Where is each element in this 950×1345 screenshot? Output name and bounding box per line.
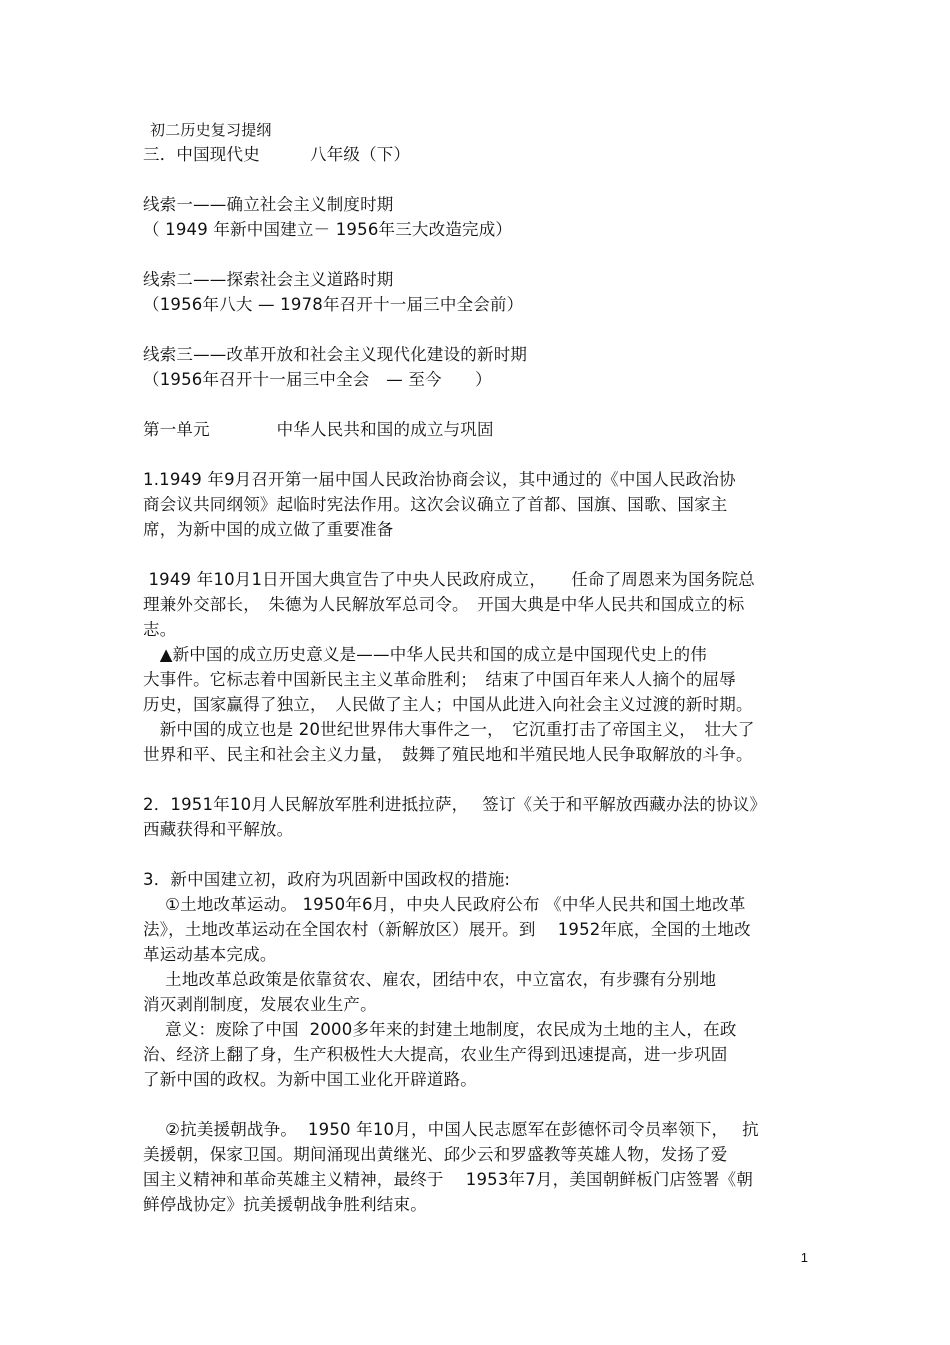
section-1b-line: 新中国的成立也是 20世纪世界伟大事件之一， 它沉重打击了帝国主义， 壮大了 [143, 720, 755, 739]
section-3-line: 意义：废除了中国 2000多年来的封建土地制度，农民成为土地的主人，在政 [143, 1020, 737, 1039]
clue-3-period: （1956年召开十一届三中全会 — 至今 ） [143, 370, 492, 389]
section-3-line: 革运动基本完成。 [143, 945, 277, 964]
section-4-line: 国主义精神和革命英雄主义精神，最终于 1953年7月，美国朝鲜板门店签署《朝 [143, 1170, 754, 1189]
section-3-line: 土地改革总政策是依靠贫农、雇农，团结中农，中立富农，有步骤有分别地 [143, 970, 717, 989]
clue-1-title: 线索一——确立社会主义制度时期 [143, 195, 394, 214]
unit-title: 第一单元 中华人民共和国的成立与巩固 [143, 420, 494, 439]
section-3-line: 3．新中国建立初，政府为巩固新中国政权的措施: [143, 870, 511, 889]
clue-2-title: 线索二——探索社会主义道路时期 [143, 270, 394, 289]
page-number: 1 [800, 1250, 808, 1265]
section-4-line: 鲜停战协定》抗美援朝战争胜利结束。 [143, 1195, 427, 1214]
section-1b-line: 世界和平、民主和社会主义力量， 鼓舞了殖民地和半殖民地人民争取解放的斗争。 [143, 745, 753, 764]
clue-3-title: 线索三——改革开放和社会主义现代化建设的新时期 [143, 345, 528, 364]
section-1b-line: 大事件。它标志着中国新民主主义革命胜利； 结束了中国百年来人人摘个的屈辱 [143, 670, 736, 689]
document-title: 初二历史复习提纲 [150, 121, 272, 139]
section-1b-line: 1949 年10月1日开国大典宣告了中央人民政府成立， 任命了周恩来为国务院总 [143, 570, 755, 589]
document-subtitle: 三．中国现代史 八年级（下） [143, 145, 411, 164]
section-2-line: 2．1951年10月人民解放军胜利进抵拉萨， 签订《关于和平解放西藏办法的协议》 [143, 795, 767, 814]
section-1b-line: 志。 [143, 620, 177, 639]
section-1b-line: 理兼外交部长， 朱德为人民解放军总司令。 开国大典是中华人民共和国成立的标 [143, 595, 745, 614]
section-1b-line: ▲新中国的成立历史意义是——中华人民共和国的成立是中国现代史上的伟 [143, 645, 707, 664]
section-3-line: ①土地改革运动。 1950年6月，中央人民政府公布 《中华人民共和国土地改革 [143, 895, 746, 914]
section-3-line: 消灭剥削制度，发展农业生产。 [143, 995, 377, 1014]
section-1-line: 席，为新中国的成立做了重要准备 [143, 520, 394, 539]
section-3-line: 治、经济上翻了身，生产积极性大大提高，农业生产得到迅速提高，进一步巩固 [143, 1045, 728, 1064]
section-3-line: 了新中国的政权。为新中国工业化开辟道路。 [143, 1070, 477, 1089]
section-1-line: 商会议共同纲领》起临时宪法作用。这次会议确立了首都、国旗、国歌、国家主 [143, 495, 728, 514]
clue-2-period: （1956年八大 — 1978年召开十一届三中全会前） [143, 295, 524, 314]
clue-1-period: （ 1949 年新中国建立－ 1956年三大改造完成） [143, 220, 513, 239]
section-1-line: 1.1949 年9月召开第一届中国人民政治协商会议，其中通过的《中国人民政治协 [143, 470, 736, 489]
section-2-line: 西藏获得和平解放。 [143, 820, 294, 839]
section-3-line: 法》，土地改革运动在全国农村（新解放区）展开。到 1952年底，全国的土地改 [143, 920, 751, 939]
section-4-line: 美援朝，保家卫国。期间涌现出黄继光、邱少云和罗盛教等英雄人物，发扬了爱 [143, 1145, 728, 1164]
section-1b-line: 历史，国家赢得了独立， 人民做了主人；中国从此进入向社会主义过渡的新时期。 [143, 695, 753, 714]
section-4-line: ②抗美援朝战争。 1950 年10月，中国人民志愿军在彭德怀司令员率领下， 抗 [143, 1120, 759, 1139]
